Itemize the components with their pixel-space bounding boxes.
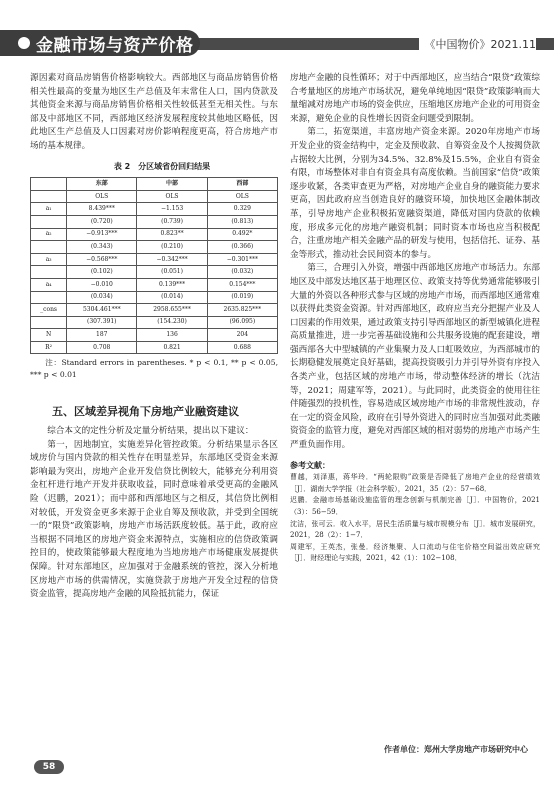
- table-row: [31, 329, 278, 342]
- table-cell: [31, 241, 67, 254]
- table-header-cell: 西部: [207, 178, 277, 191]
- table-cell: 136: [137, 329, 207, 342]
- table-cell: (96.095): [207, 316, 277, 329]
- table-row: [31, 241, 278, 254]
- table-cell: 0.688: [207, 341, 277, 354]
- table-cell: (307.391): [67, 316, 137, 329]
- references-title: 参考文献：: [290, 459, 330, 470]
- table-cell: 0.821: [137, 341, 207, 354]
- table-cell: (0.813): [207, 215, 277, 228]
- section-title: 金融市场与资产价格: [36, 36, 194, 56]
- paragraph: 第三，合理引入外资，增强中西部地区房地产市场活力。东部地区及中部发达地区基于地理区位、政策支持等优势通常能够吸引大量的外资以各种形式参与区域的房地产市场，而西部地区通常难以获得此类资金资源。针对西部地区，政府应当充分把握产业及人口因素的作用效果，通过政策支持引导西部地区的新型城镇化进程高质量推进，进一步完善基础设施和公共服务设施的配套建设，增强西部各大中型城镇的产业集聚力及人口虹吸效应，为西部城市的长期稳健发展奠定良好基础，提高投资吸引力并引导外资有序投入各类产业，包括区域的房地产市场，带动整体经济的增长（沈洁等，2021；周建军等，2021）。与此同时，此类资金的使用往往伴随强烈的投机性，容易造成区域房地产市场的非常规性波动，存在一定的资金风险，政府在引导外资进入的同时应当加强对此类融资资金的监管力度，避免对西部区域的相对弱势的房地产市场产生严重负面作用。: [290, 263, 540, 451]
- table-cell: a₃: [31, 253, 67, 266]
- table-cell: [31, 215, 67, 228]
- table-title: 表 2 分区域省份回归结果: [113, 161, 211, 171]
- table-cell: 0.139***: [137, 278, 207, 291]
- table-cell: [31, 291, 67, 304]
- table-row: [31, 203, 278, 216]
- table-cell: [31, 190, 67, 203]
- table-cell: −0.342***: [137, 253, 207, 266]
- paragraph: 综合本文的定性分析及定量分析结果，提出以下建议：: [47, 426, 254, 437]
- table-cell: (0.019): [207, 291, 277, 304]
- table-header-cell: 东部: [67, 178, 137, 191]
- table-cell: N: [31, 329, 67, 342]
- table-row: [31, 316, 278, 329]
- table-body: [31, 203, 278, 354]
- paragraph: 第二，拓宽渠道，丰富房地产资金来源。2020年房地产市场开发企业的资金结构中，定金及预收款、自筹资金及个人按揭贷款占据较大比例，分别为34.5%、32.8%及15.5%，企业自有资金有限，市场整体对非自有资金具有高度依赖。当前国家“信贷”政策逐步收紧，各类审查更为严格，对房地产企业自身的融资能力要求更高，因此政府应当创造良好的融资环境，加快地区金融体制改革，引导房地产企业积极拓宽融资渠道，降低对国内贷款的依赖度，形成多元化的房地产融资机制；同时资本市场也应当积极配合，注重房地产相关金融产品的研发与使用，包括信托、证券、基金等形式，推动社会民间资本的参与。: [290, 127, 540, 260]
- table-cell: −0.301***: [207, 253, 277, 266]
- table-row: [31, 253, 278, 266]
- table-cell: (0.032): [207, 266, 277, 279]
- table-cell: 0.492*: [207, 228, 277, 241]
- table-cell: (0.720): [67, 215, 137, 228]
- reference-item: 曹越，刘泽惠，蒋华玲．“两轮限购”政策是否降低了房地产企业的经营绩效［J］．湖南大学学报（社会科学版），2021，35（2）：57−68．: [290, 473, 540, 493]
- table-cell: 0.823**: [137, 228, 207, 241]
- page-number: 58: [34, 760, 64, 774]
- table-header-row: [31, 178, 278, 191]
- table-row: [31, 341, 278, 354]
- reference-item: 迟鹏．金融市场基础设施监管的理念创新与机制完善［J］．中国物价，2021（3）：56−59．: [290, 496, 540, 516]
- table-method-row: [31, 190, 278, 203]
- table-cell: OLS: [207, 190, 277, 203]
- table-row: [31, 266, 278, 279]
- table-row: [31, 304, 278, 317]
- table-header-cell: [31, 178, 67, 191]
- table-cell: [31, 266, 67, 279]
- paragraph: 源因素对商品房销售价格影响较大。西部地区与商品房销售价格相关性最高的变量为地区生产总值及年末常住人口，国内贷款及其他资金来源与商品房销售价格相关性较低甚至无相关性。与东部及中部地区不同，西部地区经济发展程度较其他地区略低，因此地区生产总值及人口因素对房价影响程度更高，符合房地产市场的基本规律。: [30, 73, 278, 151]
- table-note: 注：Standard errors in parentheses. * p < 0.1, ** p < 0.05, *** p < 0.01: [30, 358, 278, 380]
- table-cell: 8.439***: [67, 203, 137, 216]
- table-row: [31, 215, 278, 228]
- table-cell: (0.102): [67, 266, 137, 279]
- table-cell: 2958.655***: [137, 304, 207, 317]
- table-cell: a₂: [31, 228, 67, 241]
- table-row: [31, 291, 278, 304]
- table-cell: 0.708: [67, 341, 137, 354]
- table-cell: (0.051): [137, 266, 207, 279]
- author-unit: 作者单位：郑州大学房地产市场研究中心: [384, 745, 528, 754]
- table-cell: 204: [207, 329, 277, 342]
- table-cell: [31, 316, 67, 329]
- table-cell: −0.568***: [67, 253, 137, 266]
- table-header-cell: 中部: [137, 178, 207, 191]
- table-cell: OLS: [67, 190, 137, 203]
- table-cell: (0.014): [137, 291, 207, 304]
- left-column: [30, 72, 278, 602]
- table-row: [31, 228, 278, 241]
- table-row: [31, 278, 278, 291]
- paragraph: 第一，因地制宜，实施差异化管控政策。分析结果显示各区域房价与国内贷款的相关性存在明显差异，东部地区受资金来源影响最为突出，房地产企业开发信贷比例较大，能够充分利用资金杠杆进行地产开发并获取收益，同时意味着承受更高的金融风险（迟鹏，2021）；而中部和西部地区与之相反，其信贷比例相对较低，开发资金更多来源于企业自筹及预收款，并受到全国统一的“限贷”政策影响，房地产市场活跃度较低。基于此，政府应当根据不同地区的房地产资金来源特点，实施相应的信贷政策调控目的，使政策能够最大程度地为当地房地产市场健康发展提供保障。针对东部地区，应加强对于金融系统的管控，深入分析地区房地产市场的供需情况，实施贷款于房地产开发全过程的信贷资金监管，提高房地产金融的风险抵抗能力，保证: [30, 439, 278, 600]
- table-cell: −0.010: [67, 278, 137, 291]
- section-heading: 五、区域差异视角下房地产业融资建议: [52, 405, 239, 419]
- table-cell: (0.210): [137, 241, 207, 254]
- journal-issue: 《中国物价》2021.11: [419, 36, 537, 52]
- table-cell: 2635.825***: [207, 304, 277, 317]
- table-cell: (0.739): [137, 215, 207, 228]
- table-cell: 5304.461***: [67, 304, 137, 317]
- table-cell: 0.154***: [207, 278, 277, 291]
- right-column: [290, 72, 540, 565]
- table-cell: (154.230): [137, 316, 207, 329]
- page-header: [0, 0, 554, 58]
- table-cell: (0.034): [67, 291, 137, 304]
- table-cell: OLS: [137, 190, 207, 203]
- reference-item: 沈洁，张可云．收入水平，居民生活质量与城市规模分布［J］．城市发展研究，2021，28（2）：1−7．: [290, 519, 540, 540]
- table-cell: a₄: [31, 278, 67, 291]
- table-cell: −0.913***: [67, 228, 137, 241]
- paragraph: 房地产金融的良性循环；对于中西部地区，应当结合“限贷”政策综合考量地区的房地产市场状况，避免单纯地因“限贷”政策影响而大量缩减对房地产市场的资金供应，压缩地区房地产企业的可用资金来源，避免企业的良性增长因资金问题受到限制。: [290, 73, 540, 124]
- table-cell: (0.366): [207, 241, 277, 254]
- bullet-icon: [18, 37, 30, 49]
- table-cell: R²: [31, 341, 67, 354]
- table-cell: −1.153: [137, 203, 207, 216]
- regression-table: [30, 177, 278, 354]
- table-cell: 187: [67, 329, 137, 342]
- reference-item: 周建军，王英杰，张曼．经济集聚、人口流动与住宅价格空间溢出效应研究［J］．财经理论与实践，2021，42（1）：102−108．: [290, 542, 540, 563]
- references-list: [290, 472, 540, 565]
- table-cell: (0.343): [67, 241, 137, 254]
- table-cell: 0.329: [207, 203, 277, 216]
- table-cell: _cons: [31, 304, 67, 317]
- table-cell: a₁: [31, 203, 67, 216]
